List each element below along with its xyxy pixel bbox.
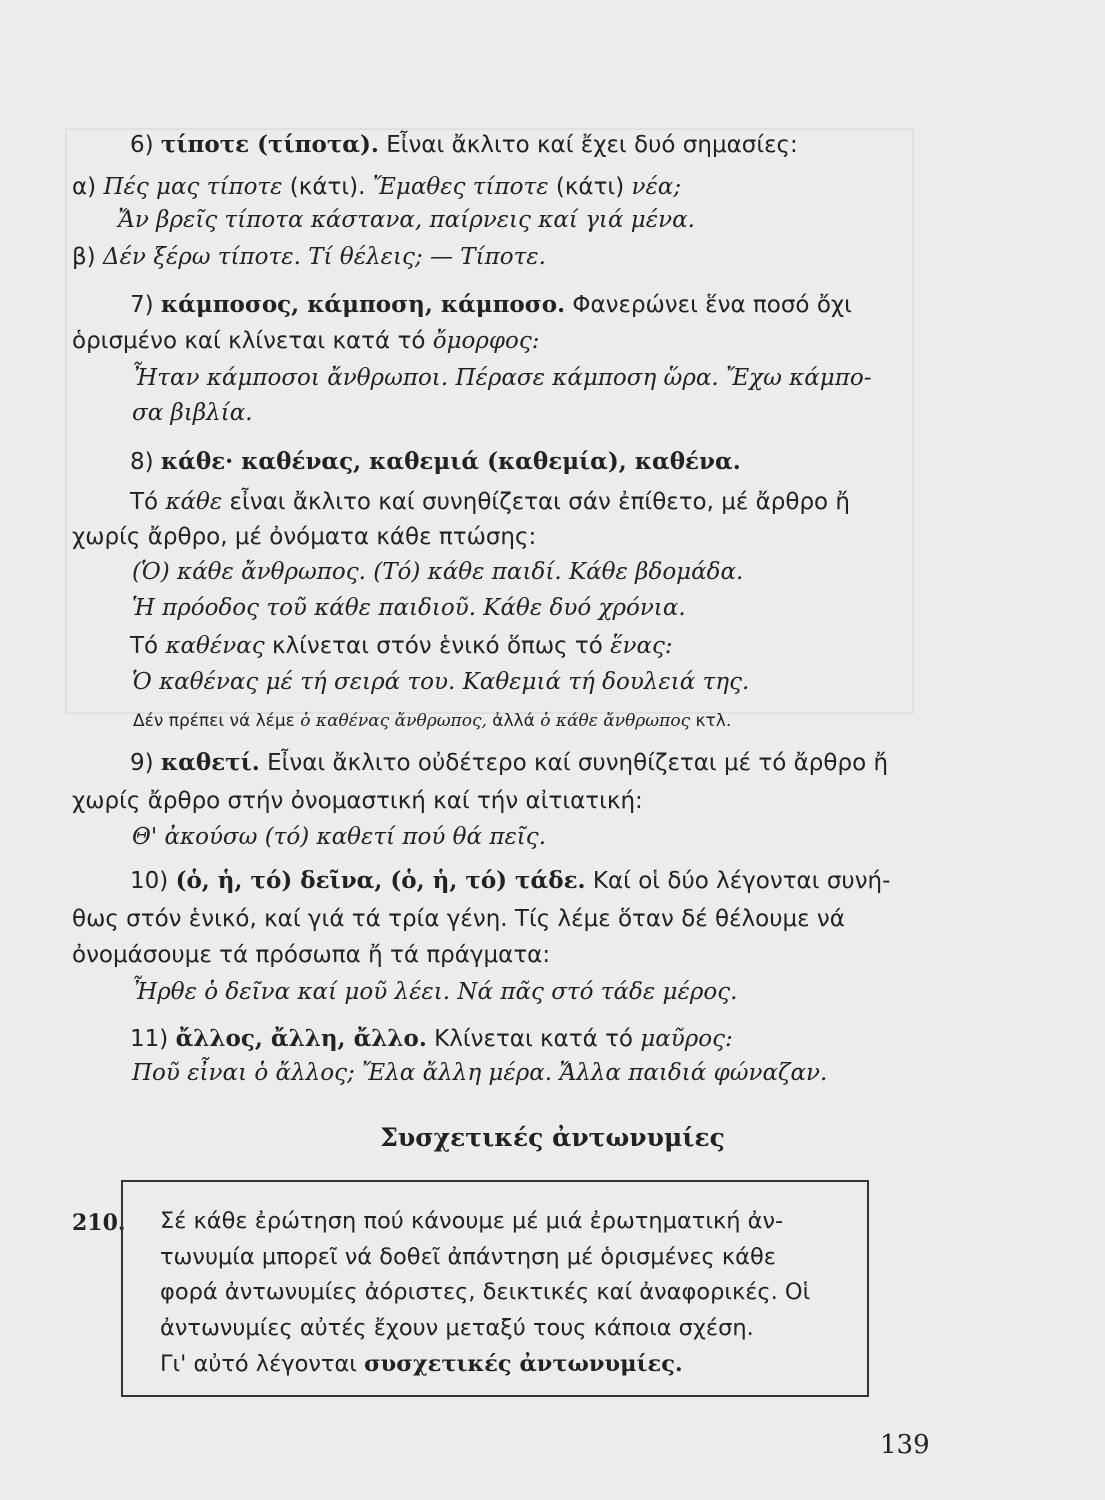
item-8-example-1: (Ὁ) κάθε ἄνθρωπος. (Τό) κάθε παιδί. Κάθε βδομάδα. (132, 559, 744, 585)
item-10-desc-3: ὀνομάσουμε τά πρόσωπα ἤ τά πράγματα: (72, 942, 551, 968)
term-kathe: κάθε· καθένας, καθεμιά (καθεμία), καθένα. (160, 448, 741, 475)
box-line-5: Γι' αὐτό λέγονται συσχετικές ἀντωνυμίες. (160, 1351, 683, 1377)
box-line-1: Σέ κάθε ἐρώτηση πού κάνουμε μέ μιά ἐρωτηματική ἀν- (160, 1208, 784, 1234)
item-8-para-2: χωρίς ἄρθρο, μέ ὀνόματα κάθε πτώσης: (72, 524, 537, 550)
item-8-example-2: Ἡ πρόοδος τοῦ κάθε παιδιοῦ. Κάθε δυό χρόνια. (132, 595, 686, 621)
section-heading: Συσχετικές ἀντωνυμίες (380, 1123, 725, 1152)
box-line-3: φορά ἀντωνυμίες ἀόριστες, δεικτικές καί ἀναφορικές. Οἱ (160, 1279, 811, 1305)
term-allos: ἄλλος, ἄλλη, ἄλλο. (175, 1025, 427, 1052)
item-6-example-b: β) Δέν ξέρω τίποτε. Τί θέλεις; — Τίποτε. (72, 244, 546, 270)
item-11-example: Ποῦ εἶναι ὁ ἄλλος; Ἔλα ἄλλη μέρα. Ἄλλα παιδιά φώναζαν. (132, 1060, 828, 1086)
item-10-desc-2: θως στόν ἑνικό, καί γιά τά τρία γένη. Τίς λέμε ὅταν δέ θέλουμε νά (72, 906, 845, 932)
item-10-example: Ἦρθε ὁ δεῖνα καί μοῦ λέει. Νά πᾶς στό τάδε μέρος. (132, 979, 738, 1005)
item-11-header: 11) ἄλλος, ἄλλη, ἄλλο. Κλίνεται κατά τό μαῦρος: (130, 1025, 733, 1052)
page-number: 139 (880, 1430, 930, 1460)
item-8-header: 8) κάθε· καθένας, καθεμιά (καθεμία), καθένα. (130, 448, 741, 475)
item-8-para-1: Τό κάθε εἶναι ἄκλιτο καί συνηθίζεται σάν ἐπίθετο, μέ ἄρθρο ἤ (130, 489, 851, 515)
item-8-example-3: Ὁ καθένας μέ τή σειρά του. Καθεμιά τή δουλειά της. (132, 669, 750, 695)
term-syschetikes: συσχετικές ἀντωνυμίες. (364, 1351, 683, 1377)
item-9-example: Θ' ἀκούσω (τό) καθετί πού θά πεῖς. (132, 824, 546, 850)
item-6-example-a2: Ἄν βρεῖς τίποτα κάστανα, παίρνεις καί γιά μένα. (118, 207, 695, 233)
term-tipote: τίποτε (τίποτα). (160, 131, 379, 158)
item-7-example-2: σα βιβλία. (132, 400, 253, 426)
term-kamposos: κάμποσος, κάμποση, κάμποσο. (160, 291, 566, 318)
term-katheti: καθετί. (160, 749, 260, 776)
item-7-desc: ὁρισμένο καί κλίνεται κατά τό ὄμορφος: (72, 328, 540, 354)
item-10-header: 10) (ὁ, ἡ, τό) δεῖνα, (ὁ, ἡ, τό) τάδε. Καί οἱ δύο λέγονται συνή- (130, 867, 891, 894)
item-7-header: 7) κάμποσος, κάμποση, κάμποσο. Φανερώνει ἕνα ποσό ὄχι (130, 291, 852, 318)
item-6-example-a: α) Πές μας τίποτε (κάτι). Ἔμαθες τίποτε (κάτι) νέα; (72, 174, 682, 200)
item-9-desc: χωρίς ἄρθρο στήν ὀνομαστική καί τήν αἰτιατική: (72, 788, 643, 814)
item-8-para-3: Τό καθένας κλίνεται στόν ἑνικό ὅπως τό ἕνας: (130, 633, 673, 659)
box-line-4: ἀντωνυμίες αὐτές ἔχουν μεταξύ τους κάποια σχέση. (160, 1315, 754, 1341)
item-9-header: 9) καθετί. Εἶναι ἄκλιτο οὐδέτερο καί συνηθίζεται μέ τό ἄρθρο ἤ (130, 749, 889, 776)
item-8-note: Δέν πρέπει νά λέμε ὁ καθένας ἄνθρωπος, ἀλλά ὁ κάθε ἄνθρωπος κτλ. (133, 711, 732, 731)
paragraph-number: 210. (72, 1210, 126, 1236)
term-deina: (ὁ, ἡ, τό) δεῖνα, (ὁ, ἡ, τό) τάδε. (175, 867, 586, 894)
item-6-header: 6) τίποτε (τίποτα). Εἶναι ἄκλιτο καί ἔχει δυό σημασίες: (130, 131, 798, 158)
item-7-example-1: Ἦταν κάμποσοι ἄνθρωποι. Πέρασε κάμποση ὥρα. Ἔχω κάμπο- (132, 365, 872, 391)
box-line-2: τωνυμία μπορεῖ νά δοθεῖ ἀπάντηση μέ ὁρισμένες κάθε (160, 1244, 776, 1270)
